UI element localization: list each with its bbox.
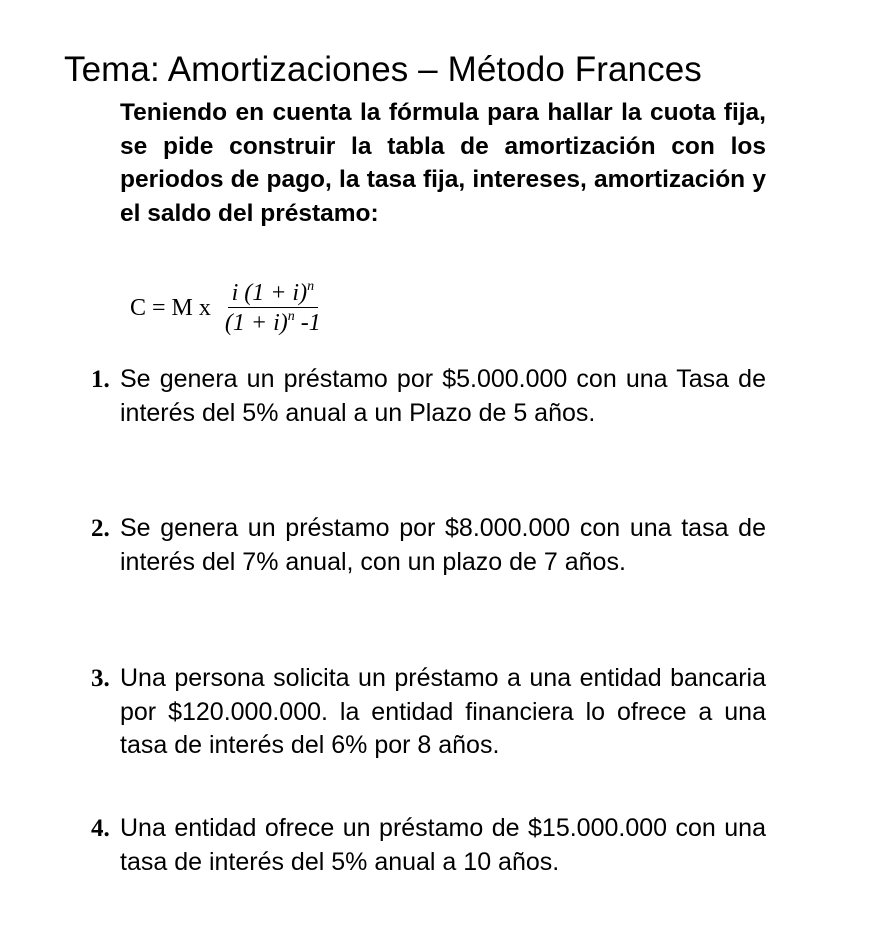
formula-numerator [228,280,319,308]
exercise-number: 2. [91,515,110,542]
exercise-item [91,363,766,430]
fixed-payment-formula [130,280,325,337]
formula-denominator-base: (1 + i) [224,310,288,336]
exercise-item [91,512,766,579]
exercise-text: Se genera un préstamo por $8.000.000 con una tasa de interés del 7% anual, con un plazo de 7 años. [120,514,766,576]
exercise-text: Se genera un préstamo por $5.000.000 con una Tasa de interés del 5% anual a un Plazo de 5 años. [120,365,766,427]
exercise-text: Una entidad ofrece un préstamo de $15.000.000 con una tasa de interés del 5% anual a 10 años. [120,814,766,876]
exercise-number: 1. [91,366,110,393]
instructions-paragraph: Teniendo en cuenta la fórmula para hallar la cuota fija, se pide construir la tabla de amortización con los periodos de pago, la tasa fija, intereses, amortización y el saldo del préstamo: [120,99,766,227]
formula-lhs: C = M x [130,295,211,321]
formula-numerator-exponent: n [307,279,315,294]
formula-numerator-base: i (1 + i) [231,280,308,306]
page-title: Tema: Amortizaciones – Método Frances [64,50,702,89]
exercise-number: 4. [91,815,110,842]
exercise-item [91,662,766,763]
formula-fraction [221,280,325,337]
formula-denominator-exponent: n [287,309,295,324]
formula-denominator-tail: -1 [294,310,321,336]
exercise-number: 3. [91,665,110,692]
exercise-text: Una persona solicita un préstamo a una entidad bancaria por $120.000.000. la entidad financiera lo ofrece a una tasa de interés del 6% por 8 años. [120,664,766,759]
formula-denominator [221,308,325,337]
exercise-item [91,812,766,879]
